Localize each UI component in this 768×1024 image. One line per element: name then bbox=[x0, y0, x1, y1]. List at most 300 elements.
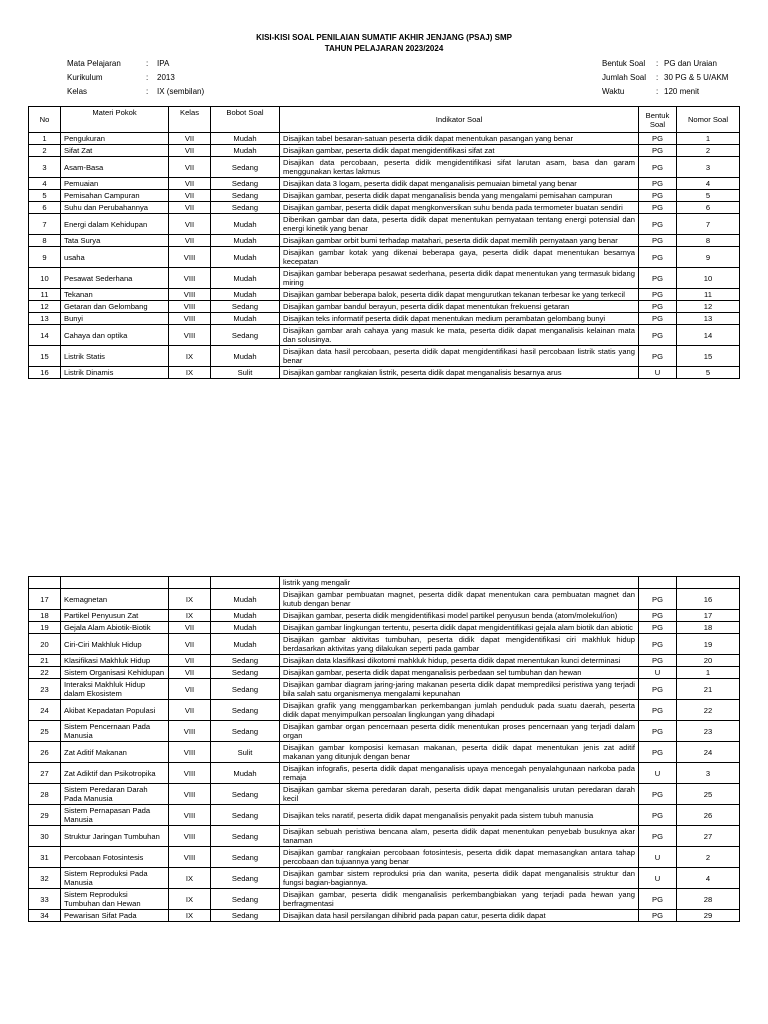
cell-nomor: 5 bbox=[677, 367, 740, 379]
table-row bbox=[29, 589, 740, 610]
kisi-kisi-table-page-2 bbox=[28, 576, 740, 922]
meta-value: 120 menit bbox=[664, 87, 700, 96]
table-row bbox=[29, 700, 740, 721]
cell-nomor: 11 bbox=[677, 289, 740, 301]
cell-nomor: 2 bbox=[677, 847, 740, 868]
cell-indikator: Disajikan gambar sistem reproduksi pria dan wanita, peserta didik dapat menganalisis struktur dan fungsi bagian-bagiannya. bbox=[280, 868, 639, 889]
cell-bobot: Sedang bbox=[211, 190, 280, 202]
cell-materi: usaha bbox=[61, 247, 169, 268]
cell-kelas: VIII bbox=[169, 313, 211, 325]
table-row bbox=[29, 910, 740, 922]
cell-indikator: Disajikan sebuah peristiwa bencana alam, peserta didik dapat menentukan penyebab busuknya akar tanaman bbox=[280, 826, 639, 847]
cell-no: 25 bbox=[29, 721, 61, 742]
table-row bbox=[29, 679, 740, 700]
cell-no: 32 bbox=[29, 868, 61, 889]
cell-nomor: 22 bbox=[677, 700, 740, 721]
cell-bentuk: PG bbox=[639, 721, 677, 742]
cell-materi: Energi dalam Kehidupan bbox=[61, 214, 169, 235]
meta-sep: : bbox=[656, 59, 659, 68]
cell-indikator: Disajikan gambar, peserta didik dapat mengidentifikasi sifat zat bbox=[280, 145, 639, 157]
cell-indikator: Disajikan gambar beberapa balok, peserta didik dapat mengurutkan tekanan terbesar ke yang terkecil bbox=[280, 289, 639, 301]
cell-nomor: 25 bbox=[677, 784, 740, 805]
cell-nomor: 19 bbox=[677, 634, 740, 655]
cell-nomor: 1 bbox=[677, 133, 740, 145]
cell-no: 15 bbox=[29, 346, 61, 367]
cell-nomor: 28 bbox=[677, 889, 740, 910]
cell-materi: Klasifikasi Makhluk Hidup bbox=[61, 655, 169, 667]
cell-no: 16 bbox=[29, 367, 61, 379]
cell-materi: Pewarisan Sifat Pada bbox=[61, 910, 169, 922]
cell-no: 10 bbox=[29, 268, 61, 289]
cell-bentuk: U bbox=[639, 847, 677, 868]
cell-kelas: VIII bbox=[169, 805, 211, 826]
cell-bobot: Mudah bbox=[211, 622, 280, 634]
cell-nomor: 13 bbox=[677, 313, 740, 325]
cell-kelas: IX bbox=[169, 589, 211, 610]
cell-indikator: Disajikan data hasil percobaan, peserta didik dapat mengidentifikasi hasil percobaan listrik statis yang benar bbox=[280, 346, 639, 367]
cell-bobot: Sedang bbox=[211, 679, 280, 700]
table-row bbox=[29, 235, 740, 247]
document-title: KISI-KISI SOAL PENILAIAN SUMATIF AKHIR JENJANG (PSAJ) SMP bbox=[256, 33, 512, 42]
cell-bentuk: PG bbox=[639, 157, 677, 178]
cell-indikator: Disajikan gambar diagram jaring-jaring makanan peserta didik dapat memprediksi peristiwa yang terjadi bila salah satu organismenya mengalami kepunahan bbox=[280, 679, 639, 700]
cell-no: 9 bbox=[29, 247, 61, 268]
cell-bobot: Sedang bbox=[211, 655, 280, 667]
meta-sep: : bbox=[656, 73, 659, 82]
table-row bbox=[29, 721, 740, 742]
cell-nomor: 27 bbox=[677, 826, 740, 847]
cell-materi: Pemisahan Campuran bbox=[61, 190, 169, 202]
cell-indikator: Disajikan gambar lingkungan tertentu, peserta didik dapat mengidentifikasi gejala alam biotik dan abiotic bbox=[280, 622, 639, 634]
cell-materi: Percobaan Fotosintesis bbox=[61, 847, 169, 868]
cell-nomor: 14 bbox=[677, 325, 740, 346]
cell-bentuk: PG bbox=[639, 346, 677, 367]
cell-no: 19 bbox=[29, 622, 61, 634]
cell-bentuk: PG bbox=[639, 622, 677, 634]
table-row bbox=[29, 742, 740, 763]
cell-materi: Zat Aditif Makanan bbox=[61, 742, 169, 763]
cell-materi: Tata Surya bbox=[61, 235, 169, 247]
cell-kelas: IX bbox=[169, 367, 211, 379]
table-row bbox=[29, 289, 740, 301]
cell-no bbox=[29, 577, 61, 589]
cell-nomor: 4 bbox=[677, 178, 740, 190]
table-row bbox=[29, 805, 740, 826]
cell-bentuk: PG bbox=[639, 325, 677, 346]
cell-indikator: Disajikan gambar, peserta didik dapat menganalisis perbedaan sel tumbuhan dan hewan bbox=[280, 667, 639, 679]
cell-kelas: VII bbox=[169, 667, 211, 679]
cell-indikator: Disajikan gambar, peserta didik menganalisis perkembangbiakan yang terjadi pada hewan yang berfragmentasi bbox=[280, 889, 639, 910]
cell-indikator: Disajikan data percobaan, peserta didik mengidentifikasi sifat larutan asam, basa dan garam menggunakan kertas lakmus bbox=[280, 157, 639, 178]
cell-indikator: Disajikan infografis, peserta didik dapat menganalisis upaya mencegah penyalahgunaan narkoba pada remaja bbox=[280, 763, 639, 784]
cell-indikator: Disajikan data klasifikasi dikotomi mahkluk hidup, peserta didik dapat menentukan kunci determinasi bbox=[280, 655, 639, 667]
cell-indikator: Disajikan gambar bandul berayun, peserta didik dapat menentukan frekuensi getaran bbox=[280, 301, 639, 313]
cell-nomor: 2 bbox=[677, 145, 740, 157]
cell-kelas: VII bbox=[169, 190, 211, 202]
meta-value: IPA bbox=[157, 59, 170, 68]
header-bentuk-line1: Bentuk bbox=[645, 110, 670, 120]
meta-label: Kurikulum bbox=[67, 73, 103, 82]
table-row bbox=[29, 763, 740, 784]
meta-right bbox=[600, 56, 730, 100]
cell-bentuk: PG bbox=[639, 784, 677, 805]
cell-bobot: Mudah bbox=[211, 247, 280, 268]
cell-no: 27 bbox=[29, 763, 61, 784]
cell-kelas: VIII bbox=[169, 784, 211, 805]
cell-nomor bbox=[677, 577, 740, 589]
cell-no: 11 bbox=[29, 289, 61, 301]
table-row bbox=[29, 622, 740, 634]
cell-materi: Interaksi Makhluk Hidup dalam Ekosistem bbox=[61, 679, 169, 700]
meta-left bbox=[65, 56, 206, 100]
cell-nomor: 5 bbox=[677, 190, 740, 202]
cell-materi: Sistem Reproduksi Tumbuhan dan Hewan bbox=[61, 889, 169, 910]
header-bobot: Bobot Soal bbox=[211, 107, 280, 133]
table-row bbox=[29, 247, 740, 268]
cell-kelas: VII bbox=[169, 655, 211, 667]
cell-materi: Sistem Peredaran Darah Pada Manusia bbox=[61, 784, 169, 805]
cell-bobot: Mudah bbox=[211, 346, 280, 367]
cell-bentuk bbox=[639, 577, 677, 589]
table-row bbox=[29, 367, 740, 379]
cell-no: 17 bbox=[29, 589, 61, 610]
cell-nomor: 16 bbox=[677, 589, 740, 610]
cell-materi: Suhu dan Perubahannya bbox=[61, 202, 169, 214]
cell-bentuk: PG bbox=[639, 247, 677, 268]
cell-kelas: IX bbox=[169, 868, 211, 889]
cell-indikator: Disajikan teks informatif peserta didik dapat menentukan medium perambatan gelombang bunyi bbox=[280, 313, 639, 325]
cell-materi: Ciri-Ciri Makhluk Hidup bbox=[61, 634, 169, 655]
cell-materi: Pesawat Sederhana bbox=[61, 268, 169, 289]
table-row bbox=[29, 145, 740, 157]
cell-materi: Sistem Organisasi Kehidupan bbox=[61, 667, 169, 679]
cell-bentuk: PG bbox=[639, 910, 677, 922]
cell-materi: Getaran dan Gelombang bbox=[61, 301, 169, 313]
cell-bobot: Mudah bbox=[211, 145, 280, 157]
cell-indikator: Disajikan tabel besaran-satuan peserta didik dapat menentukan pasangan yang benar bbox=[280, 133, 639, 145]
cell-bentuk: PG bbox=[639, 805, 677, 826]
table-row bbox=[29, 313, 740, 325]
header-no: No bbox=[29, 107, 61, 133]
cell-kelas: VIII bbox=[169, 847, 211, 868]
cell-indikator: Disajikan gambar skema peredaran darah, peserta didik dapat menganalisis urutan peredaran darah kecil bbox=[280, 784, 639, 805]
cell-nomor: 21 bbox=[677, 679, 740, 700]
cell-nomor: 10 bbox=[677, 268, 740, 289]
cell-indikator: listrik yang mengalir bbox=[280, 577, 639, 589]
cell-no: 18 bbox=[29, 610, 61, 622]
cell-no: 12 bbox=[29, 301, 61, 313]
table-row bbox=[29, 346, 740, 367]
cell-bentuk: U bbox=[639, 667, 677, 679]
cell-bobot: Mudah bbox=[211, 610, 280, 622]
cell-kelas: VIII bbox=[169, 247, 211, 268]
cell-nomor: 17 bbox=[677, 610, 740, 622]
cell-indikator: Disajikan gambar organ pencernaan peserta didik menentukan proses pencernaan yang terjadi dalam organ bbox=[280, 721, 639, 742]
cell-bobot: Mudah bbox=[211, 763, 280, 784]
table-row bbox=[29, 634, 740, 655]
cell-indikator: Disajikan gambar beberapa pesawat sederhana, peserta didik dapat menentukan yang termasuk bidang miring bbox=[280, 268, 639, 289]
cell-bobot: Sedang bbox=[211, 847, 280, 868]
meta-value: IX (sembilan) bbox=[157, 87, 205, 96]
meta-label: Jumlah Soal bbox=[602, 73, 647, 82]
cell-materi: Gejala Alam Abiotik-Biotik bbox=[61, 622, 169, 634]
cell-indikator: Disajikan gambar kotak yang dikenai beberapa gaya, peserta didik dapat menentukan besarnya kecepatan bbox=[280, 247, 639, 268]
header-bentuk-line2: Soal bbox=[649, 119, 666, 129]
cell-nomor: 23 bbox=[677, 721, 740, 742]
cell-bobot: Mudah bbox=[211, 634, 280, 655]
table-row bbox=[29, 784, 740, 805]
cell-kelas: IX bbox=[169, 889, 211, 910]
cell-kelas: IX bbox=[169, 346, 211, 367]
cell-bobot bbox=[211, 577, 280, 589]
cell-no: 2 bbox=[29, 145, 61, 157]
cell-bobot: Mudah bbox=[211, 589, 280, 610]
table-row bbox=[29, 667, 740, 679]
cell-bobot: Sedang bbox=[211, 805, 280, 826]
meta-sep: : bbox=[656, 87, 659, 96]
cell-materi: Pengukuran bbox=[61, 133, 169, 145]
cell-bentuk: U bbox=[639, 367, 677, 379]
cell-kelas: IX bbox=[169, 610, 211, 622]
cell-indikator: Disajikan gambar komposisi kemasan makanan, peserta didik dapat menentukan jenis zat aditif makanan yang ditunjuk dengan benar bbox=[280, 742, 639, 763]
cell-nomor: 4 bbox=[677, 868, 740, 889]
meta-sep: : bbox=[146, 87, 149, 96]
cell-bobot: Sulit bbox=[211, 742, 280, 763]
cell-nomor: 20 bbox=[677, 655, 740, 667]
cell-no: 23 bbox=[29, 679, 61, 700]
cell-nomor: 12 bbox=[677, 301, 740, 313]
cell-kelas: VII bbox=[169, 133, 211, 145]
cell-bentuk: PG bbox=[639, 655, 677, 667]
meta-label: Bentuk Soal bbox=[602, 59, 646, 68]
table-row bbox=[29, 868, 740, 889]
cell-nomor: 24 bbox=[677, 742, 740, 763]
cell-materi: Sifat Zat bbox=[61, 145, 169, 157]
cell-materi: Struktur Jaringan Tumbuhan bbox=[61, 826, 169, 847]
cell-bobot: Sedang bbox=[211, 700, 280, 721]
cell-nomor: 9 bbox=[677, 247, 740, 268]
cell-indikator: Disajikan data 3 logam, peserta didik dapat menganalisis pemuaian bimetal yang benar bbox=[280, 178, 639, 190]
cell-materi: Kemagnetan bbox=[61, 589, 169, 610]
cell-bentuk: PG bbox=[639, 268, 677, 289]
table-row bbox=[29, 889, 740, 910]
cell-indikator: Diberikan gambar dan data, peserta didik dapat menentukan pernyataan tentang energi potensial dan energi kinetik yang benar bbox=[280, 214, 639, 235]
table-row bbox=[29, 157, 740, 178]
cell-no: 5 bbox=[29, 190, 61, 202]
meta-sep: : bbox=[146, 73, 149, 82]
meta-label: Waktu bbox=[602, 87, 625, 96]
cell-nomor: 1 bbox=[677, 667, 740, 679]
cell-bentuk: PG bbox=[639, 826, 677, 847]
cell-no: 4 bbox=[29, 178, 61, 190]
cell-nomor: 3 bbox=[677, 763, 740, 784]
document-subtitle: TAHUN PELAJARAN 2023/2024 bbox=[324, 44, 444, 53]
cell-kelas: VIII bbox=[169, 289, 211, 301]
cell-bentuk: PG bbox=[639, 700, 677, 721]
table-row bbox=[29, 847, 740, 868]
cell-bobot: Sedang bbox=[211, 910, 280, 922]
cell-bentuk: PG bbox=[639, 145, 677, 157]
cell-materi: Asam-Basa bbox=[61, 157, 169, 178]
cell-bobot: Sulit bbox=[211, 367, 280, 379]
table-row bbox=[29, 190, 740, 202]
cell-no: 24 bbox=[29, 700, 61, 721]
cell-kelas: VII bbox=[169, 235, 211, 247]
cell-no: 3 bbox=[29, 157, 61, 178]
cell-kelas: VIII bbox=[169, 268, 211, 289]
cell-kelas: VIII bbox=[169, 301, 211, 313]
cell-indikator: Disajikan gambar, peserta didik mengidentifikasi model partikel penyusun benda (atom/molekul/ion) bbox=[280, 610, 639, 622]
cell-nomor: 3 bbox=[677, 157, 740, 178]
cell-bobot: Sedang bbox=[211, 667, 280, 679]
cell-no: 33 bbox=[29, 889, 61, 910]
cell-bobot: Mudah bbox=[211, 235, 280, 247]
cell-bentuk: PG bbox=[639, 634, 677, 655]
cell-bentuk: U bbox=[639, 868, 677, 889]
cell-indikator: Disajikan gambar aktivitas tumbuhan, peserta didik dapat mengidentifikasi ciri makhluk hidup berdasarkan aktivitas yang dilakukan seperti pada gambar bbox=[280, 634, 639, 655]
table-row bbox=[29, 214, 740, 235]
cell-no: 20 bbox=[29, 634, 61, 655]
cell-kelas: VIII bbox=[169, 826, 211, 847]
cell-nomor: 26 bbox=[677, 805, 740, 826]
table-row bbox=[29, 655, 740, 667]
cell-bentuk: PG bbox=[639, 214, 677, 235]
cell-bobot: Sedang bbox=[211, 301, 280, 313]
meta-sep: : bbox=[146, 59, 149, 68]
kisi-kisi-table-page-1 bbox=[28, 106, 740, 379]
cell-bentuk: PG bbox=[639, 742, 677, 763]
cell-nomor: 29 bbox=[677, 910, 740, 922]
header-indikator: Indikator Soal bbox=[280, 107, 639, 133]
cell-bobot: Mudah bbox=[211, 268, 280, 289]
cell-nomor: 8 bbox=[677, 235, 740, 247]
cell-indikator: Disajikan gambar, peserta didik dapat mengkonversikan suhu benda pada termometer buatan sendiri bbox=[280, 202, 639, 214]
cell-bentuk: U bbox=[639, 763, 677, 784]
cell-materi: Akibat Kepadatan Populasi bbox=[61, 700, 169, 721]
cell-no: 34 bbox=[29, 910, 61, 922]
cell-bobot: Sedang bbox=[211, 784, 280, 805]
cell-materi: Sistem Reproduksi Pada Manusia bbox=[61, 868, 169, 889]
cell-kelas: VIII bbox=[169, 742, 211, 763]
cell-kelas: VII bbox=[169, 202, 211, 214]
cell-indikator: Disajikan gambar, peserta didik dapat menganalisis benda yang mengalami pemisahan campuran bbox=[280, 190, 639, 202]
cell-nomor: 6 bbox=[677, 202, 740, 214]
cell-materi: Cahaya dan optika bbox=[61, 325, 169, 346]
cell-bobot: Mudah bbox=[211, 313, 280, 325]
table-row bbox=[29, 325, 740, 346]
cell-bobot: Mudah bbox=[211, 214, 280, 235]
header-nomor: Nomor Soal bbox=[677, 107, 740, 133]
cell-bobot: Sedang bbox=[211, 178, 280, 190]
cell-bentuk: PG bbox=[639, 178, 677, 190]
cell-nomor: 18 bbox=[677, 622, 740, 634]
cell-bentuk: PG bbox=[639, 313, 677, 325]
header-kelas: Kelas bbox=[169, 107, 211, 133]
table-row bbox=[29, 178, 740, 190]
cell-materi: Tekanan bbox=[61, 289, 169, 301]
cell-bentuk: PG bbox=[639, 889, 677, 910]
cell-no: 7 bbox=[29, 214, 61, 235]
cell-materi: Listrik Statis bbox=[61, 346, 169, 367]
table-row bbox=[29, 202, 740, 214]
cell-no: 29 bbox=[29, 805, 61, 826]
cell-bentuk: PG bbox=[639, 610, 677, 622]
cell-bobot: Sedang bbox=[211, 157, 280, 178]
cell-no: 28 bbox=[29, 784, 61, 805]
cell-indikator: Disajikan gambar orbit bumi terhadap matahari, peserta didik dapat memilih pernyataan yang benar bbox=[280, 235, 639, 247]
cell-kelas: VII bbox=[169, 679, 211, 700]
cell-bobot: Sedang bbox=[211, 325, 280, 346]
cell-materi: Listrik Dinamis bbox=[61, 367, 169, 379]
cell-materi: Pemuaian bbox=[61, 178, 169, 190]
cell-bobot: Sedang bbox=[211, 202, 280, 214]
cell-bentuk: PG bbox=[639, 589, 677, 610]
cell-bobot: Sedang bbox=[211, 889, 280, 910]
cell-bobot: Sedang bbox=[211, 721, 280, 742]
cell-no: 26 bbox=[29, 742, 61, 763]
cell-bentuk: PG bbox=[639, 133, 677, 145]
cell-indikator: Disajikan grafik yang menggambarkan perkembangan jumlah penduduk pada suatu daerah, peserta didik dapat menyimpulkan persoalan lingkungan yang dihadapi bbox=[280, 700, 639, 721]
table-header-row bbox=[29, 107, 740, 133]
table-row bbox=[29, 610, 740, 622]
cell-no: 6 bbox=[29, 202, 61, 214]
cell-bobot: Sedang bbox=[211, 826, 280, 847]
meta-value: 30 PG & 5 U/AKM bbox=[664, 73, 729, 82]
meta-value: PG dan Uraian bbox=[664, 59, 717, 68]
header-bentuk bbox=[639, 107, 677, 133]
cell-no: 31 bbox=[29, 847, 61, 868]
cell-materi: Bunyi bbox=[61, 313, 169, 325]
cell-nomor: 7 bbox=[677, 214, 740, 235]
cell-no: 21 bbox=[29, 655, 61, 667]
cell-bentuk: PG bbox=[639, 190, 677, 202]
cell-kelas: VII bbox=[169, 214, 211, 235]
cell-no: 14 bbox=[29, 325, 61, 346]
continuation-row bbox=[29, 577, 740, 589]
cell-bentuk: PG bbox=[639, 235, 677, 247]
cell-indikator: Disajikan gambar arah cahaya yang masuk ke mata, peserta didik dapat menganalisis kelainan mata dan solusinya. bbox=[280, 325, 639, 346]
cell-kelas: VIII bbox=[169, 325, 211, 346]
cell-materi: Zat Adiktif dan Psikotropika bbox=[61, 763, 169, 784]
meta-value: 2013 bbox=[157, 73, 175, 82]
cell-no: 1 bbox=[29, 133, 61, 145]
cell-kelas: IX bbox=[169, 910, 211, 922]
cell-kelas bbox=[169, 577, 211, 589]
cell-nomor: 15 bbox=[677, 346, 740, 367]
cell-kelas: VII bbox=[169, 178, 211, 190]
cell-no: 30 bbox=[29, 826, 61, 847]
cell-kelas: VII bbox=[169, 700, 211, 721]
cell-bentuk: PG bbox=[639, 679, 677, 700]
cell-bobot: Sedang bbox=[211, 868, 280, 889]
cell-indikator: Disajikan gambar rangkaian listrik, peserta didik dapat menganalisis besarnya arus bbox=[280, 367, 639, 379]
cell-kelas: VII bbox=[169, 634, 211, 655]
cell-indikator: Disajikan gambar rangkaian percobaan fotosintesis, peserta didik dapat memasangkan antara tahap percobaan dan tujuannya yang benar bbox=[280, 847, 639, 868]
header-materi: Materi Pokok bbox=[61, 107, 169, 133]
meta-label: Mata Pelajaran bbox=[67, 59, 121, 68]
cell-kelas: VII bbox=[169, 622, 211, 634]
cell-materi: Partikel Penyusun Zat bbox=[61, 610, 169, 622]
cell-kelas: VIII bbox=[169, 721, 211, 742]
cell-bobot: Mudah bbox=[211, 289, 280, 301]
cell-bentuk: PG bbox=[639, 301, 677, 313]
table-row bbox=[29, 301, 740, 313]
cell-kelas: VII bbox=[169, 145, 211, 157]
table-row bbox=[29, 826, 740, 847]
cell-no: 8 bbox=[29, 235, 61, 247]
cell-materi: Sistem Pencernaan Pada Manusia bbox=[61, 721, 169, 742]
cell-indikator: Disajikan data hasil persilangan dihibrid pada papan catur, peserta didik dapat bbox=[280, 910, 639, 922]
